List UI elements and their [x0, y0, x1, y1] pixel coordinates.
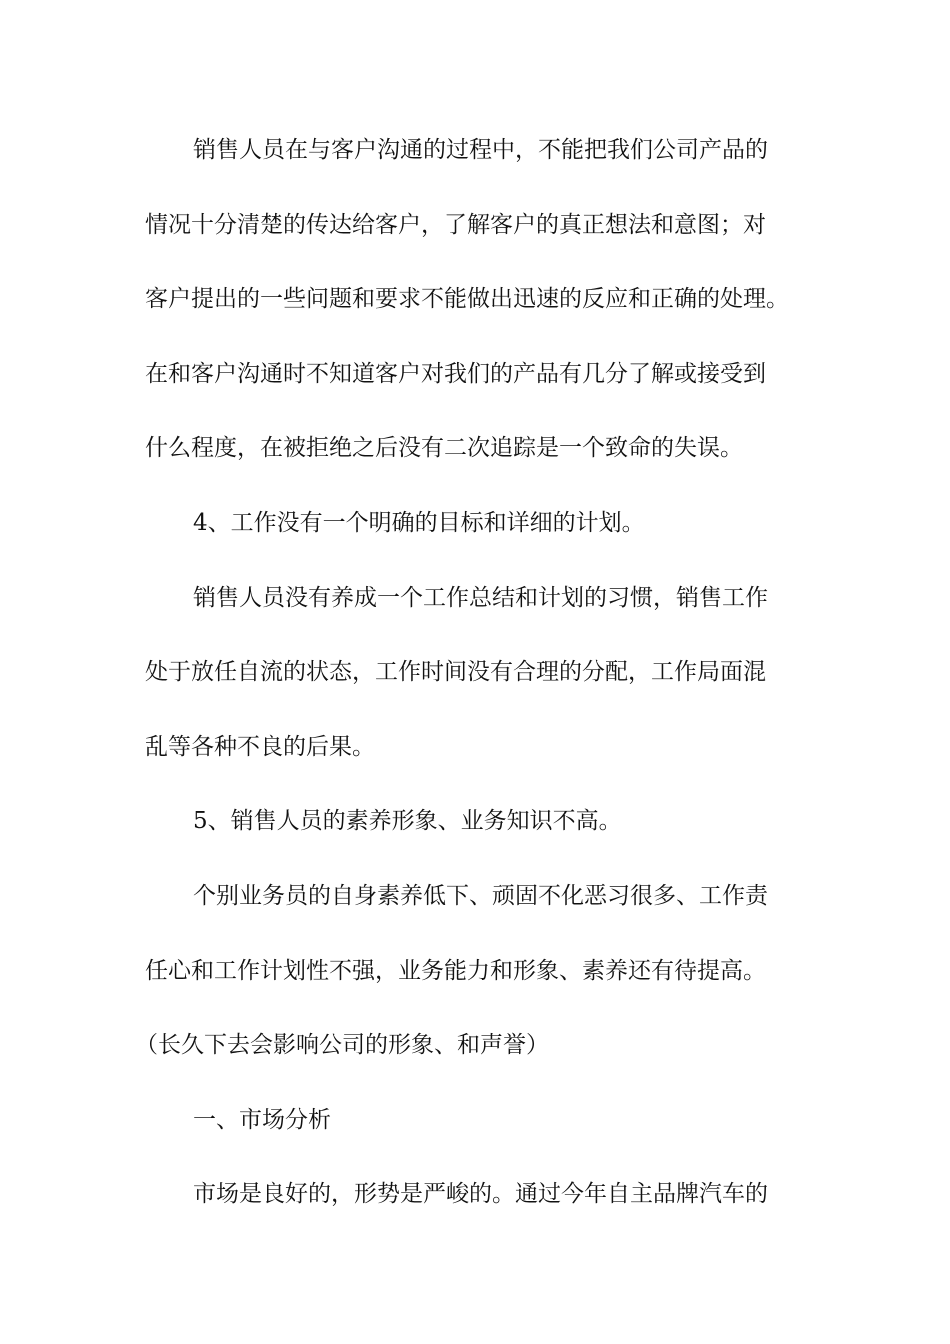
paragraph-line-9: 乱等各种不良的后果。 — [145, 733, 375, 760]
paragraph-line-1: 销售人员在与客户沟通的过程中，不能把我们公司产品的 — [193, 137, 768, 163]
section-heading-market-analysis: 一、市场分析 — [193, 1106, 331, 1133]
section-heading-5: 5、销售人员的素养形象、业务知识不高。 — [193, 808, 622, 835]
paragraph-line-4: 在和客户沟通时不知道客户对我们的产品有几分了解或接受到 — [145, 360, 766, 387]
paragraph-line-5: 什么程度，在被拒绝之后没有二次追踪是一个致命的失误。 — [145, 435, 743, 462]
document-body — [135, 128, 815, 1247]
paragraph-line-2: 情况十分清楚的传达给客户，了解客户的真正想法和意图；对 — [145, 211, 766, 238]
section-heading-4: 4、工作没有一个明确的目标和详细的计划。 — [193, 509, 645, 536]
parenthetical-note: （长久下去会影响公司的形象、和声誉） — [135, 1032, 549, 1059]
paragraph-line-12: 任心和工作计划性不强，业务能力和形象、素养还有待提高。 — [145, 957, 766, 984]
paragraph-line-3: 客户提出的一些问题和要求不能做出迅速的反应和正确的处理。 — [145, 286, 789, 313]
paragraph-line-15: 市场是良好的，形势是严峻的。通过今年自主品牌汽车的 — [193, 1181, 768, 1208]
paragraph-line-7: 销售人员没有养成一个工作总结和计划的习惯，销售工作 — [193, 584, 768, 611]
paragraph-line-8: 处于放任自流的状态，工作时间没有合理的分配，工作局面混 — [145, 659, 766, 686]
paragraph-line-11: 个别业务员的自身素养低下、顽固不化恶习很多、工作责 — [193, 882, 768, 909]
